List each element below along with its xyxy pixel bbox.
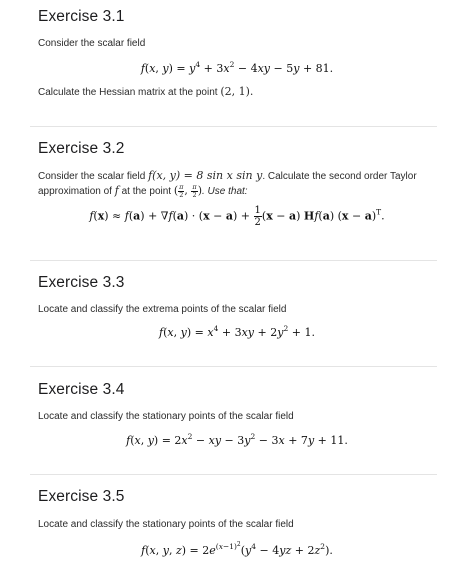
exercise-3-5-intro: Locate and classify the stationary points of the scalar field bbox=[38, 519, 294, 530]
exercise-3-2-title: Exercise 3.2 bbox=[38, 140, 125, 157]
exercise-3-1-intro: Consider the scalar field bbox=[38, 38, 146, 49]
exercise-3-2-point: ( $\frac{\pi}{2}$ , $\frac{\pi}{2}$ ) bbox=[173, 182, 202, 199]
exercise-3-2-intro: Consider the scalar field bbox=[38, 171, 146, 182]
divider bbox=[30, 260, 437, 261]
exercise-3-4-title: Exercise 3.4 bbox=[38, 381, 125, 398]
exercise-3-2-approx-text: approximation of bbox=[38, 186, 112, 197]
exercise-3-2-point-text: at the point bbox=[121, 186, 172, 197]
exercise-3-2-field: f(x, y) = 8 sin x sin y bbox=[148, 169, 263, 182]
exercise-3-1-equation: f(x, $y) = y^4 + 3x^2 - 4xy - 5y + 81$. bbox=[140, 60, 334, 75]
exercise-3-1-task-text: Calculate the Hessian matrix at the point bbox=[38, 87, 218, 98]
exercise-3-4-equation: f(x, $y) = 2x^2$ − xy − $3y^2 - 3x + 7y + 11$. bbox=[126, 432, 348, 447]
exercise-3-3-equation: f(x, $y) = x^4 + 3xy + 2y^2 + 1$. bbox=[159, 324, 315, 339]
exercise-3-2-line2 bbox=[38, 183, 248, 199]
exercise-3-5-title: Exercise 3.5 bbox=[38, 488, 125, 505]
exercise-3-1-point: (2, 1). bbox=[220, 85, 254, 98]
exercise-3-1-task bbox=[38, 84, 253, 100]
divider bbox=[30, 366, 437, 367]
exercise-3-2-line1 bbox=[38, 168, 417, 184]
divider bbox=[30, 474, 437, 475]
exercise-3-4-intro: Locate and classify the stationary points of the scalar field bbox=[38, 411, 294, 422]
exercise-3-2-f: f bbox=[114, 184, 119, 197]
exercise-3-5-equation: f(x, y, $z) = 2e^{(x-1)^2}(y^4 - 4yz + 2z^2)$. bbox=[141, 541, 333, 557]
exercise-3-2-task: . Calculate the second order Taylor bbox=[262, 171, 417, 182]
exercise-3-1-title: Exercise 3.1 bbox=[38, 8, 125, 25]
exercise-3-2-equation: f(x) ≈ f(a) + ∇f(a) · (x − a) + $\frac{1}{2}$ (x − a) Hf(a) $(x - a)^T$. bbox=[89, 205, 385, 228]
exercise-3-3-intro: Locate and classify the extrema points of the scalar field bbox=[38, 304, 287, 315]
exercise-3-2-use-that: . Use that: bbox=[202, 186, 248, 197]
divider bbox=[30, 126, 437, 127]
exercise-3-3-title: Exercise 3.3 bbox=[38, 274, 125, 291]
